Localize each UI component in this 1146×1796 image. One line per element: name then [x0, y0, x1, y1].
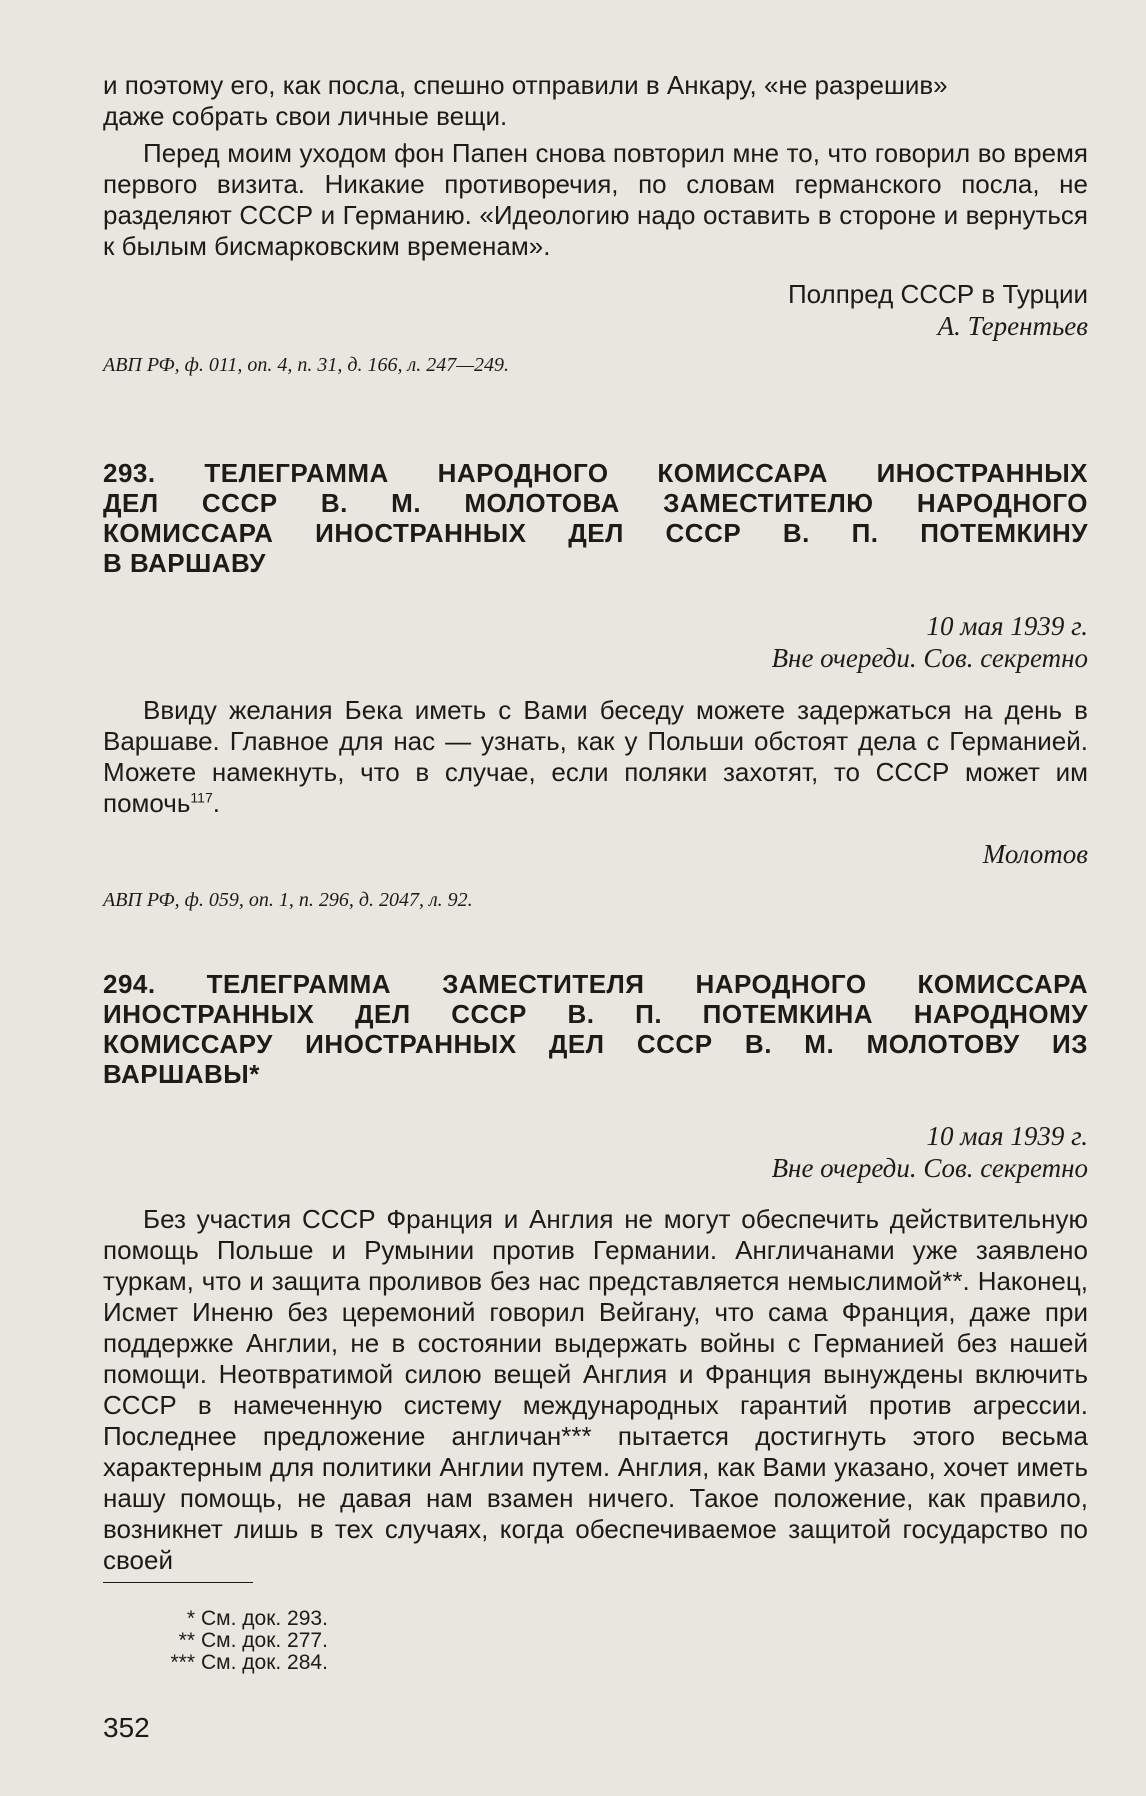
- doc-294-title-line: ИНОСТРАННЫХ ДЕЛ СССР В. П. ПОТЕМКИНА НАРОДНОМУ: [103, 999, 1088, 1029]
- doc-294-date: 10 мая 1939 г.: [926, 1121, 1088, 1151]
- footnote-item: [103, 1608, 1088, 1630]
- footnote-text: См. док. 293.: [201, 1607, 328, 1630]
- doc-293-signature: Молотов: [982, 839, 1088, 869]
- doc-294-text: Без участия СССР Франция и Англия не могут обеспечить действительную помощь Польше и Румынии против Германии. Англичанами уже заявлено туркам, что и защита проливов без нас представляется немыслимой**. Наконец, Исмет Иненю без церемоний говорил Вейгану, что сама Франция, даже при поддержке Англии, не в состоянии выдержать войны с Германией без нашей помощи. Неотвратимой силою вещей Англия и Франция вынуждены включить СССР в намеченную систему международных гарантий против агрессии. Последнее предложение англичан*** пытается достигнуть этого весьма характерным для политики Англии путем. Англия, как Вами указано, хочет иметь нашу помощь, не давая нам взамен ничего. Такое положение, как правило, возникнет лишь в тех случаях, когда обеспечиваемое защитой государство по своей: [103, 1204, 1088, 1575]
- doc-293-body: [103, 695, 1088, 819]
- footnote-mark: *: [186, 1607, 195, 1630]
- signature-block-1: [103, 278, 1088, 342]
- archive-1-text: АВП РФ, ф. 011, оп. 4, п. 31, д. 166, л. 247—249.: [103, 354, 509, 376]
- doc-293-title-line: ДЕЛ СССР В. М. МОЛОТОВА ЗАМЕСТИТЕЛЮ НАРОДНОГО: [103, 488, 1088, 518]
- footnote-text: См. док. 284.: [201, 1651, 328, 1674]
- signature-1-name: А. Терентьев: [937, 311, 1088, 341]
- footnote-text: См. док. 277.: [201, 1629, 328, 1652]
- doc-294-heading: [103, 969, 1088, 1089]
- footnote-item: [103, 1630, 1088, 1652]
- footnote-mark: ***: [170, 1651, 195, 1674]
- doc-293-classification: Вне очереди. Сов. секретно: [771, 643, 1088, 673]
- doc-293-heading: [103, 458, 1088, 578]
- intro-paragraph: Перед моим уходом фон Папен снова повторил мне то, что говорил во время первого визита. Никакие противоречия, по словам германского посла, не разделяют СССР и Германию. «Идеологию надо оставить в стороне и вернуться к былым бисмарковским временам».: [103, 138, 1088, 261]
- intro-block: [103, 70, 1088, 262]
- doc-294-title-line: 294. ТЕЛЕГРАММА ЗАМЕСТИТЕЛЯ НАРОДНОГО КОМИССАРА: [103, 969, 1088, 999]
- doc-293-meta: [103, 610, 1088, 674]
- page-number: 352: [103, 1712, 150, 1743]
- doc-294-title-line: ВАРШАВЫ*: [103, 1059, 260, 1089]
- doc-293-note-ref: 117: [190, 789, 213, 806]
- doc-294-meta: [103, 1120, 1088, 1184]
- footnote-mark: **: [178, 1629, 195, 1652]
- doc-293-text-end: .: [212, 788, 220, 818]
- archive-ref-2: [103, 887, 1088, 913]
- footnote-item: [103, 1652, 1088, 1674]
- doc-294-title: [103, 969, 1088, 1089]
- doc-293-title-line: КОМИССАРА ИНОСТРАННЫХ ДЕЛ СССР В. П. ПОТЕМКИНУ: [103, 518, 1088, 548]
- doc-293-date: 10 мая 1939 г.: [926, 611, 1088, 641]
- doc-293-archive: АВП РФ, ф. 059, оп. 1, п. 296, д. 2047, л. 92.: [103, 889, 473, 911]
- doc-293-text-main: Ввиду желания Бека иметь с Вами беседу можете задержаться на день в Варшаве. Главное для нас — узнать, как у Польши обстоят дела с Германией. Можете намекнуть, что в случае, если поляки захотят, то СССР может им помочь: [103, 695, 1088, 818]
- doc-294-title-line: КОМИССАРУ ИНОСТРАННЫХ ДЕЛ СССР В. М. МОЛОТОВУ ИЗ: [103, 1029, 1088, 1059]
- doc-294-classification: Вне очереди. Сов. секретно: [771, 1153, 1088, 1183]
- doc-293-title-line: В ВАРШАВУ: [103, 548, 266, 578]
- doc-293-text: [103, 695, 1088, 819]
- doc-293-title: [103, 458, 1088, 578]
- footnotes: [103, 1608, 1088, 1674]
- doc-293-title-line: 293. ТЕЛЕГРАММА НАРОДНОГО КОМИССАРА ИНОСТРАННЫХ: [103, 458, 1088, 488]
- page-number-block: [103, 1712, 1088, 1744]
- intro-line-1: и поэтому его, как посла, спешно отправили в Анкару, «не разрешив»: [103, 70, 948, 100]
- signature-1-title: Полпред СССР в Турции: [787, 279, 1088, 309]
- doc-293-signature-block: [103, 838, 1088, 870]
- intro-line-2: даже собрать свои личные вещи.: [103, 101, 508, 131]
- footnote-rule: [103, 1582, 253, 1583]
- doc-294-body: [103, 1204, 1088, 1576]
- archive-ref-1: [103, 352, 1088, 378]
